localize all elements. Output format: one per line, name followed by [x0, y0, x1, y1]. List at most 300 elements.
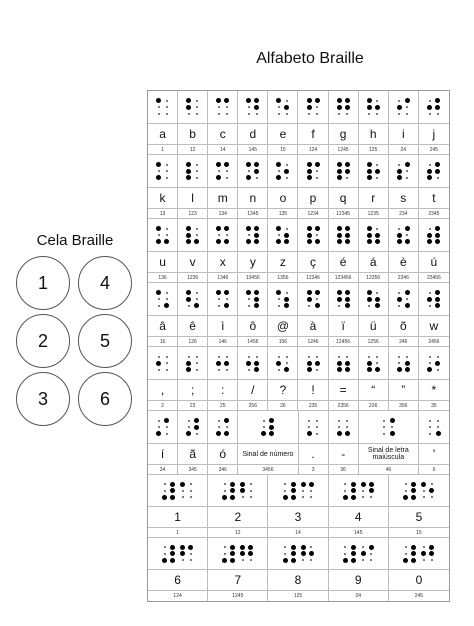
- braille-dot: [316, 433, 318, 435]
- braille-dot: [226, 369, 228, 371]
- page-title: Alfabeto Braille: [256, 50, 364, 67]
- braille-cell-icon: [397, 354, 410, 372]
- braille-cell-icon: [186, 290, 199, 308]
- character-label: u: [159, 255, 166, 269]
- character-label: y: [249, 255, 256, 269]
- braille-dot: [315, 361, 320, 366]
- braille-dot: [278, 106, 280, 108]
- braille-dot: [411, 558, 416, 563]
- braille-dot: [286, 356, 288, 358]
- braille-dot: [344, 546, 346, 548]
- braille-cell-icon: [367, 226, 380, 244]
- braille-dot: [278, 113, 280, 115]
- braille-dot: [188, 545, 193, 550]
- braille-dot: [166, 170, 168, 172]
- character-label: í: [160, 447, 165, 461]
- braille-dot: [248, 170, 250, 172]
- braille-dot: [345, 290, 350, 295]
- braille-dot: [405, 553, 407, 555]
- braille-symbol: [329, 347, 359, 379]
- braille-cell-icon: [367, 98, 380, 116]
- braille-dot: [316, 106, 318, 108]
- braille-dot: [301, 545, 306, 550]
- braille-dot: [166, 164, 168, 166]
- char-row: [148, 380, 449, 401]
- braille-cell-icon: [216, 98, 229, 116]
- braille-dot: [166, 433, 168, 435]
- braille-symbol: [148, 283, 178, 315]
- braille-dot: [351, 551, 356, 556]
- braille-cell-icon: [246, 226, 259, 244]
- dot-code-label: 246: [399, 338, 408, 345]
- braille-symbol: [389, 155, 419, 187]
- braille-dot: [218, 170, 220, 172]
- braille-symbol: [148, 219, 178, 251]
- braille-dot: [307, 226, 312, 231]
- character-label: =: [339, 383, 347, 397]
- character-label: @: [276, 319, 290, 333]
- braille-dot: [367, 162, 372, 167]
- dot-code-label: 1256: [367, 338, 379, 345]
- braille-dot: [431, 483, 433, 485]
- braille-cell-icon: [276, 226, 289, 244]
- braille-dot: [283, 558, 288, 563]
- braille-dot: [166, 228, 168, 230]
- num-row: [148, 337, 449, 347]
- braille-dot: [427, 297, 432, 302]
- braille-symbol: [268, 347, 298, 379]
- braille-dot: [156, 175, 161, 180]
- character-label: h: [369, 127, 377, 141]
- character-label: w: [429, 319, 439, 333]
- braille-dot: [278, 170, 280, 172]
- braille-dot: [248, 305, 250, 307]
- braille-dot: [405, 483, 407, 485]
- braille-dot: [164, 490, 166, 492]
- braille-dot: [436, 431, 441, 436]
- braille-dot: [216, 162, 221, 167]
- cela-dot-3: 3: [16, 372, 70, 426]
- braille-dot: [375, 303, 380, 308]
- braille-dot: [226, 106, 228, 108]
- braille-dot: [316, 170, 318, 172]
- braille-dot: [316, 234, 318, 236]
- braille-dot: [337, 175, 342, 180]
- braille-dot: [361, 482, 366, 487]
- braille-dot: [218, 113, 220, 115]
- braille-dot: [254, 239, 259, 244]
- braille-cell-icon: [216, 290, 229, 308]
- braille-dot: [216, 239, 221, 244]
- braille-dot: [254, 98, 259, 103]
- braille-dot: [337, 98, 342, 103]
- braille-dot: [269, 425, 274, 430]
- character-label: è: [399, 255, 407, 269]
- braille-dot: [156, 361, 161, 366]
- braille-dot: [180, 545, 185, 550]
- braille-dot: [337, 169, 342, 174]
- char-row: [148, 124, 449, 145]
- braille-dot: [369, 545, 374, 550]
- braille-dot: [367, 175, 372, 180]
- braille-dot: [276, 162, 281, 167]
- braille-cell-icon: [246, 98, 259, 116]
- braille-cell-icon: [186, 418, 199, 436]
- braille-dot: [196, 433, 198, 435]
- dot-code-label: 12345: [336, 210, 351, 217]
- braille-dot: [224, 239, 229, 244]
- braille-dot: [337, 233, 342, 238]
- braille-dot: [383, 420, 385, 422]
- braille-symbol: [238, 347, 268, 379]
- braille-dot: [435, 226, 440, 231]
- braille-symbol: [389, 219, 419, 251]
- braille-dot: [250, 483, 252, 485]
- braille-dot: [431, 559, 433, 561]
- dot-code-label: 1245: [232, 593, 244, 599]
- braille-dot: [186, 239, 191, 244]
- braille-dot: [362, 559, 364, 561]
- braille-dot: [224, 226, 229, 231]
- braille-dot: [411, 545, 416, 550]
- braille-symbol: [389, 91, 419, 123]
- braille-dot: [398, 113, 400, 115]
- braille-dot: [411, 488, 416, 493]
- braille-symbol: [268, 283, 298, 315]
- braille-dot: [182, 496, 184, 498]
- dot-code-label: 236: [369, 402, 378, 409]
- braille-dot: [344, 490, 346, 492]
- braille-dot: [222, 495, 227, 500]
- braille-dot: [226, 356, 228, 358]
- braille-dot: [367, 239, 372, 244]
- character-label: -: [341, 447, 346, 461]
- braille-dot: [427, 105, 432, 110]
- braille-dot: [263, 420, 265, 422]
- braille-dot: [242, 496, 244, 498]
- braille-dot: [337, 162, 342, 167]
- braille-cell-icon: [343, 545, 356, 563]
- braille-dot: [254, 361, 259, 366]
- braille-dot: [398, 100, 400, 102]
- braille-symbol: [359, 219, 389, 251]
- digit-label: 1: [174, 510, 181, 524]
- braille-row: [148, 283, 449, 316]
- braille-dot: [302, 496, 304, 498]
- braille-cell-icon: [156, 418, 169, 436]
- braille-cell-icon: [162, 545, 175, 563]
- character-label: á: [369, 255, 377, 269]
- braille-dot: [278, 298, 280, 300]
- braille-dot: [276, 175, 281, 180]
- dot-code-label: 23456: [426, 274, 441, 281]
- braille-dot: [383, 433, 385, 435]
- braille-dot: [405, 490, 407, 492]
- braille-number-symbol: [329, 475, 389, 506]
- braille-cell-icon: [216, 226, 229, 244]
- braille-dot: [406, 113, 408, 115]
- braille-dot: [278, 356, 280, 358]
- character-label: /: [251, 383, 255, 397]
- braille-cell-icon: [216, 354, 229, 372]
- braille-dot: [338, 420, 340, 422]
- braille-dot: [196, 106, 198, 108]
- braille-dot: [196, 292, 198, 294]
- braille-dot: [345, 303, 350, 308]
- braille-dot: [362, 496, 364, 498]
- braille-dot: [337, 226, 342, 231]
- braille-dot: [308, 420, 310, 422]
- braille-dot: [218, 426, 220, 428]
- braille-dot: [397, 233, 402, 238]
- braille-dot: [435, 162, 440, 167]
- num-row: [148, 145, 449, 155]
- braille-dot: [337, 297, 342, 302]
- braille-dot: [196, 100, 198, 102]
- braille-dot: [196, 298, 198, 300]
- dot-code-label: 234: [399, 210, 408, 217]
- braille-dot: [429, 113, 431, 115]
- braille-dot: [246, 290, 251, 295]
- braille-row: [148, 219, 449, 252]
- dot-code-label: 15: [416, 529, 422, 536]
- braille-symbol: [298, 91, 328, 123]
- braille-dot: [345, 239, 350, 244]
- braille-dot: [411, 482, 416, 487]
- braille-dot: [301, 551, 306, 556]
- braille-dot: [240, 488, 245, 493]
- dot-code-label: 123456: [334, 274, 352, 281]
- braille-dot: [375, 105, 380, 110]
- braille-dot: [403, 558, 408, 563]
- braille-symbol: [419, 219, 449, 251]
- braille-dot: [367, 297, 372, 302]
- braille-dot: [218, 356, 220, 358]
- braille-dot: [196, 369, 198, 371]
- braille-dot: [156, 290, 161, 295]
- braille-dot: [278, 234, 280, 236]
- braille-dot: [423, 496, 425, 498]
- dot-code-label: 6: [432, 466, 436, 473]
- braille-dot: [256, 113, 258, 115]
- braille-dot: [435, 169, 440, 174]
- braille-dot: [284, 490, 286, 492]
- braille-dot: [158, 420, 160, 422]
- braille-dot: [337, 361, 342, 366]
- braille-dot: [186, 226, 191, 231]
- braille-dot: [405, 239, 410, 244]
- braille-dot: [216, 226, 221, 231]
- braille-dot: [398, 362, 400, 364]
- braille-dot: [423, 559, 425, 561]
- braille-dot: [376, 164, 378, 166]
- character-label: :: [221, 383, 225, 397]
- braille-symbol: [268, 91, 298, 123]
- braille-dot: [411, 495, 416, 500]
- braille-dot: [230, 488, 235, 493]
- braille-dot: [196, 228, 198, 230]
- character-label: õ: [399, 319, 407, 333]
- braille-symbol: [178, 347, 208, 379]
- braille-dot: [376, 228, 378, 230]
- braille-dot: [346, 113, 348, 115]
- braille-dot: [435, 303, 440, 308]
- dot-code-label: 1456: [247, 338, 259, 345]
- character-label: i: [401, 127, 405, 141]
- braille-dot: [286, 100, 288, 102]
- character-label: c: [219, 127, 226, 141]
- braille-dot: [256, 356, 258, 358]
- braille-dot: [368, 113, 370, 115]
- dot-code-label: 125: [293, 593, 303, 599]
- braille-dot: [315, 98, 320, 103]
- braille-dot: [158, 106, 160, 108]
- braille-cell-icon: [367, 290, 380, 308]
- braille-symbol: [329, 155, 359, 187]
- braille-dot: [405, 162, 410, 167]
- braille-dot: [291, 495, 296, 500]
- braille-dot: [429, 420, 431, 422]
- braille-dot: [166, 234, 168, 236]
- character-label: ': [432, 447, 436, 461]
- braille-cell-icon: [361, 545, 374, 563]
- braille-dot: [188, 305, 190, 307]
- braille-symbol: [329, 411, 359, 443]
- braille-dot: [351, 482, 356, 487]
- braille-dot: [316, 369, 318, 371]
- braille-dot: [423, 546, 425, 548]
- braille-cell-icon: [307, 354, 320, 372]
- braille-dot: [405, 226, 410, 231]
- digit-label: 8: [294, 573, 302, 587]
- braille-dot: [186, 98, 191, 103]
- braille-dot: [216, 361, 221, 366]
- braille-dot: [316, 356, 318, 358]
- braille-dot: [367, 98, 372, 103]
- braille-cell-icon: [162, 482, 175, 500]
- braille-dot: [367, 361, 372, 366]
- braille-dot: [216, 290, 221, 295]
- braille-dot: [346, 356, 348, 358]
- braille-dot: [398, 228, 400, 230]
- braille-dot: [427, 233, 432, 238]
- dot-code-label: 12456: [336, 338, 351, 345]
- braille-dot: [307, 239, 312, 244]
- braille-dot: [338, 356, 340, 358]
- num-row: [148, 401, 449, 411]
- braille-dot: [345, 162, 350, 167]
- braille-dot: [310, 559, 312, 561]
- braille-dot: [224, 483, 226, 485]
- braille-cell-icon: [397, 98, 410, 116]
- char-row: [148, 316, 449, 337]
- braille-dot: [308, 305, 310, 307]
- braille-dot: [406, 106, 408, 108]
- braille-dot: [278, 369, 280, 371]
- braille-dot: [254, 226, 259, 231]
- character-label: q: [339, 191, 347, 205]
- character-label: ;: [190, 383, 195, 397]
- braille-dot: [269, 431, 274, 436]
- dot-code-label: 2346: [397, 274, 409, 281]
- character-label: t: [432, 191, 436, 205]
- braille-dot: [226, 298, 228, 300]
- braille-dot: [224, 361, 229, 366]
- braille-symbol: [329, 91, 359, 123]
- braille-dot: [435, 105, 440, 110]
- braille-dot: [182, 559, 184, 561]
- braille-dot: [248, 298, 250, 300]
- braille-dot: [224, 431, 229, 436]
- cela-braille-title: Cela Braille: [36, 232, 114, 249]
- braille-dot: [302, 559, 304, 561]
- braille-dot: [429, 100, 431, 102]
- braille-symbol: [298, 347, 328, 379]
- char-row: [148, 188, 449, 209]
- braille-dot: [186, 105, 191, 110]
- digit-label: 7: [234, 573, 242, 587]
- braille-dot: [343, 495, 348, 500]
- braille-cell-icon: [240, 482, 253, 500]
- braille-dot: [254, 105, 259, 110]
- braille-symbol: [419, 283, 449, 315]
- braille-cell-icon: [276, 290, 289, 308]
- braille-dot: [362, 546, 364, 548]
- braille-symbol: [178, 283, 208, 315]
- braille-dot: [308, 356, 310, 358]
- braille-dot: [284, 546, 286, 548]
- braille-cell-icon: [307, 226, 320, 244]
- braille-number-symbol: [208, 538, 268, 569]
- braille-symbol: [299, 411, 329, 443]
- braille-symbol: [329, 283, 359, 315]
- dot-code-label: 136: [158, 274, 167, 281]
- braille-dot: [276, 239, 281, 244]
- braille-dot: [186, 175, 191, 180]
- braille-dot: [218, 298, 220, 300]
- braille-dot: [254, 233, 259, 238]
- braille-dot: [254, 290, 259, 295]
- character-label: Sinal de letra maiúscula: [367, 447, 409, 461]
- braille-number-symbol: [389, 538, 449, 569]
- braille-dot: [164, 553, 166, 555]
- braille-dot: [226, 170, 228, 172]
- braille-dot: [406, 177, 408, 179]
- braille-dot: [186, 361, 191, 366]
- braille-dot: [375, 169, 380, 174]
- cela-dot-4: 4: [78, 256, 132, 310]
- braille-dot: [421, 551, 426, 556]
- braille-dot: [196, 356, 198, 358]
- braille-dot: [406, 170, 408, 172]
- braille-dot: [230, 482, 235, 487]
- braille-dot: [186, 290, 191, 295]
- braille-dot: [164, 239, 169, 244]
- braille-dot: [406, 356, 408, 358]
- braille-dot: [397, 367, 402, 372]
- braille-dot: [263, 426, 265, 428]
- cela-dot-2: 2: [16, 314, 70, 368]
- character-label: a: [159, 127, 166, 141]
- braille-dot: [186, 233, 191, 238]
- braille-cell-icon: [337, 418, 350, 436]
- braille-cell-icon: [337, 226, 350, 244]
- braille-cell-icon: [222, 545, 235, 563]
- character-label: f: [311, 127, 315, 141]
- braille-dot: [437, 426, 439, 428]
- cela-dot-1: 1: [16, 256, 70, 310]
- braille-symbol: [178, 91, 208, 123]
